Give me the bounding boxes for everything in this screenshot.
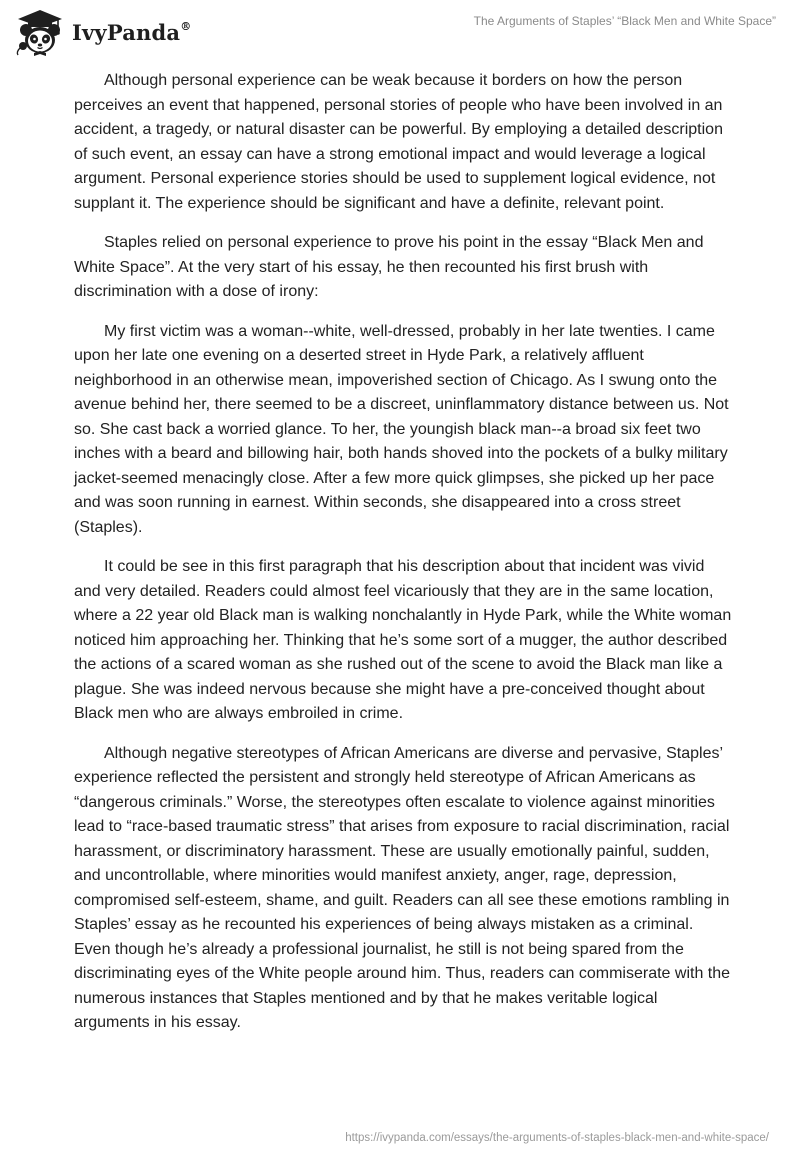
paragraph-5: Although negative stereotypes of African Americans are diverse and pervasive, Staples’ experience reflected the persistent and strongly held stereotype of African Americans as “dangerous criminals.” Worse, the stereotypes often escalate to violence against minorities lead to “race-based traumatic stress” that arises from exposure to racial discrimination, racial harassment, or discriminatory harassment. These are usually emotionally painful, sudden, and uncontrollable, where minorities would manifest anxiety, anger, rage, depression, compromised self-esteem, shame, and guilt. Readers can all see these emotions rambling in Staples’ essay as he recounted his experiences of being always mistaken as a criminal. Even though he’s already a professional journalist, he still is not being spared from the discriminating eyes of the White people around him. Thus, readers can commiserate with the numerous instances that Staples mentioned and by that he makes veritable logical arguments in his essay. (74, 744, 731, 1031)
essay-body (74, 69, 734, 1051)
paragraph-2: Staples relied on personal experience to prove his point in the essay “Black Men and White Space”. At the very start of his essay, he then recounted his first brush with discrimination with a dose of irony: (74, 234, 704, 300)
registered-mark: ® (180, 19, 192, 33)
quote-paragraph: My first victim was a woman--white, well-dressed, probably in her late twenties. I came upon her late one evening on a deserted street in Hyde Park, a relatively affluent neighborhood in an otherwise mean, impoverished section of Chicago. As I swung onto the avenue behind her, there seemed to be a discreet, uninflammatory distance between us. Not so. She cast back a worried glance. To her, the youngish black man--a broad six feet two inches with a beard and billowing hair, both hands shoved into the pockets of a bulky military jacket-seemed menacingly close. After a few more quick glimpses, she picked up her pace and was soon running in earnest. Within seconds, she disappeared into a cross street (Staples). (74, 322, 729, 536)
document-title: The Arguments of Staples’ “Black Men and White Space” (473, 14, 776, 28)
page-header (0, 0, 800, 60)
brand-name-text: IvyPanda (72, 19, 181, 45)
ivypanda-logo[interactable] (14, 8, 191, 56)
panda-graduate-icon (14, 8, 66, 56)
paragraph-1: Although personal experience can be weak because it borders on how the person perceives an event that happened, personal stories of people who have been involved in an accident, a tragedy, or natural disaster can be powerful. By employing a detailed description of such event, an essay can have a strong emotional impact and would leverage a logical argument. Personal experience stories should be used to supplement logical evidence, not supplant it. The experience should be significant and have a definite, relevant point. (74, 72, 723, 212)
brand-name (72, 20, 191, 45)
source-url[interactable]: https://ivypanda.com/essays/the-arguments-of-staples-black-men-and-white-space/ (345, 1132, 769, 1144)
paragraph-4: It could be see in this first paragraph that his description about that incident was vivid and very detailed. Readers could almost feel vicariously that they are in the same location, where a 22 year old Black man is walking nonchalantly in Hyde Park, while the White woman noticed him approaching her. Thinking that he’s some sort of a mugger, the author described the actions of a scared woman as she rushed out of the scene to avoid the Black man like a plague. She was indeed nervous because she might have a pre-conceived thought about Black men who are always embroiled in crime. (74, 558, 732, 722)
